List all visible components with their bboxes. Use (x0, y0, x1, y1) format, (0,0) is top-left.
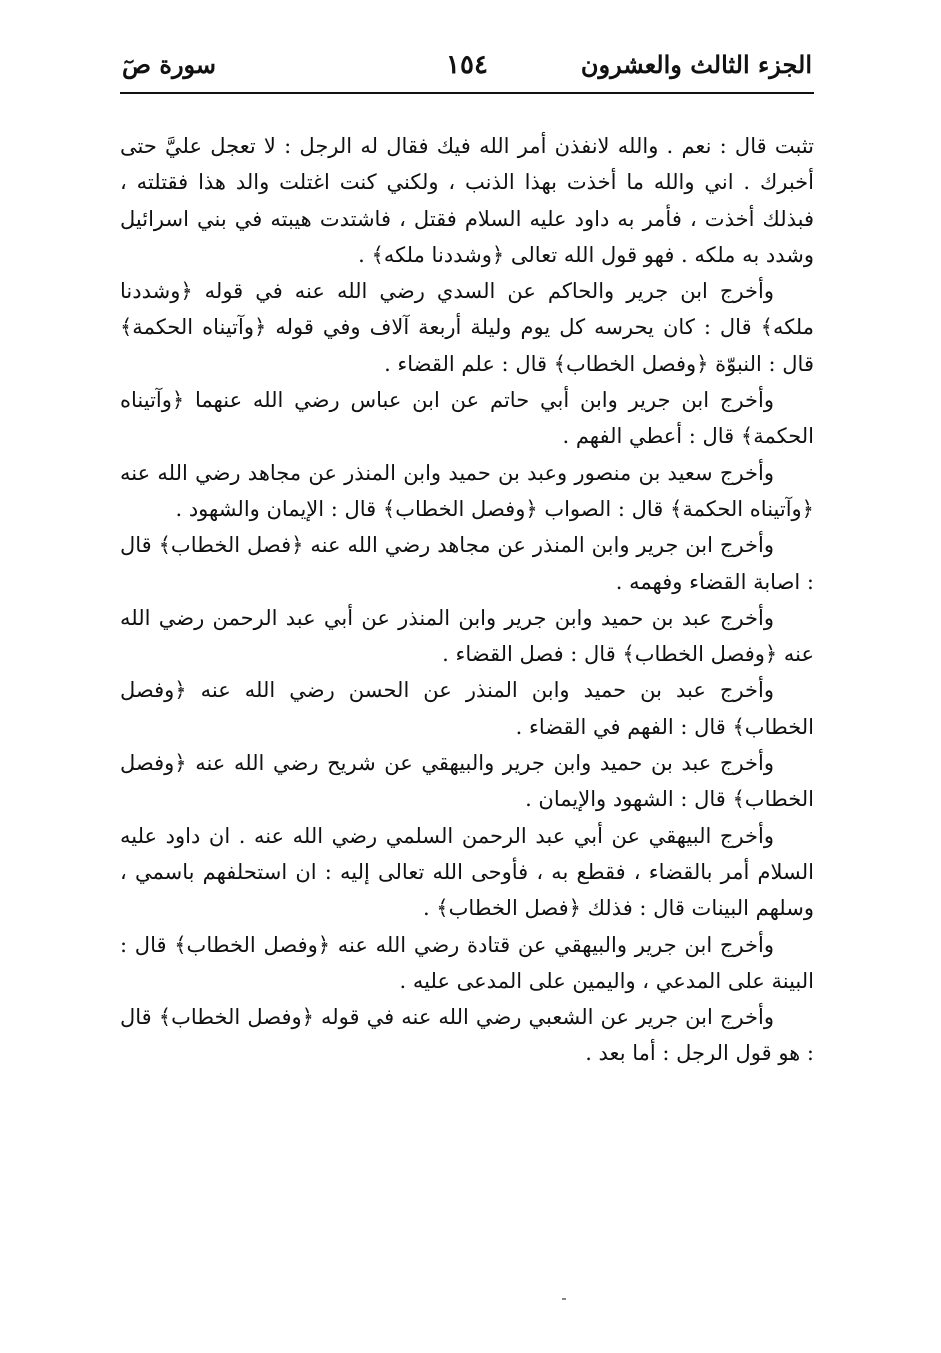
paragraph-11: وأخرج ابن جرير عن الشعبي رضي الله عنه في قوله ﴿وفصل الخطاب﴾ قال : هو قول الرجل : أما بعد . (120, 1005, 814, 1066)
paragraph-10: وأخرج ابن جرير والبيهقي عن قتادة رضي الله عنه ﴿وفصل الخطاب﴾ قال : البينة على المدعي ، واليمين على المدعى عليه . (120, 932, 814, 993)
paragraph-9: وأخرج البيهقي عن أبي عبد الرحمن السلمي رضي الله عنه . ان داود عليه السلام أمر بالقضاء ، فقطع به ، فأوحى الله تعالى إليه : ان استحلفهم باسمي ، وسلهم البينات قال : فذلك ﴿فصل الخطاب﴾ . (120, 823, 814, 921)
header-divider (120, 92, 814, 94)
paragraph-3: وأخرج ابن جرير وابن أبي حاتم عن ابن عباس رضي الله عنهما ﴿وآتيناه الحكمة﴾ قال : أعطي الفهم . (120, 388, 814, 449)
page-number: ١٥٤ (446, 50, 488, 80)
page-body (120, 128, 814, 1072)
paragraph-1: تثبت قال : نعم . والله لانفذن أمر الله فيك فقال له الرجل : لا تعجل عليَّ حتى أخبرك . اني والله ما أخذت بهذا الذنب ، ولكني كنت اغتلت والد هذا فقتلته ، فبذلك أخذت ، فأمر به داود عليه السلام فقتل ، فاشتدت هيبته في بني اسرائيل وشدد به ملكه . فهو قول الله تعالى ﴿وشددنا ملكه﴾ . (120, 134, 814, 267)
part-title: الجزء الثالث والعشرون (580, 50, 812, 79)
paragraph-2: وأخرج ابن جرير والحاكم عن السدي رضي الله عنه في قوله ﴿وشددنا ملكه﴾ قال : كان يحرسه كل يوم وليلة أربعة آلاف وفي قوله ﴿وآتيناه الحكمة﴾ قال : النبوّة ﴿وفصل الخطاب﴾ قال : علم القضاء . (120, 279, 814, 376)
paragraph-7: وأخرج عبد بن حميد وابن المنذر عن الحسن رضي الله عنه ﴿وفصل الخطاب﴾ قال : الفهم في القضاء . (120, 678, 814, 739)
scan-speck (562, 1298, 566, 1300)
surah-title: سورة صٓ (122, 50, 217, 79)
page-header (122, 44, 812, 86)
paragraph-4: وأخرج سعيد بن منصور وعبد بن حميد وابن المنذر عن مجاهد رضي الله عنه ﴿وآتيناه الحكمة﴾ قال : الصواب ﴿وفصل الخطاب﴾ قال : الإيمان والشهود . (120, 460, 814, 521)
paragraph-8: وأخرج عبد بن حميد وابن جرير والبيهقي عن شريح رضي الله عنه ﴿وفصل الخطاب﴾ قال : الشهود والإيمان . (120, 751, 814, 812)
paragraph-5: وأخرج ابن جرير وابن المنذر عن مجاهد رضي الله عنه ﴿فصل الخطاب﴾ قال : اصابة القضاء وفهمه . (120, 533, 814, 594)
paragraph-6: وأخرج عبد بن حميد وابن جرير وابن المنذر عن أبي عبد الرحمن رضي الله عنه ﴿وفصل الخطاب﴾ قال : فصل القضاء . (120, 605, 814, 667)
